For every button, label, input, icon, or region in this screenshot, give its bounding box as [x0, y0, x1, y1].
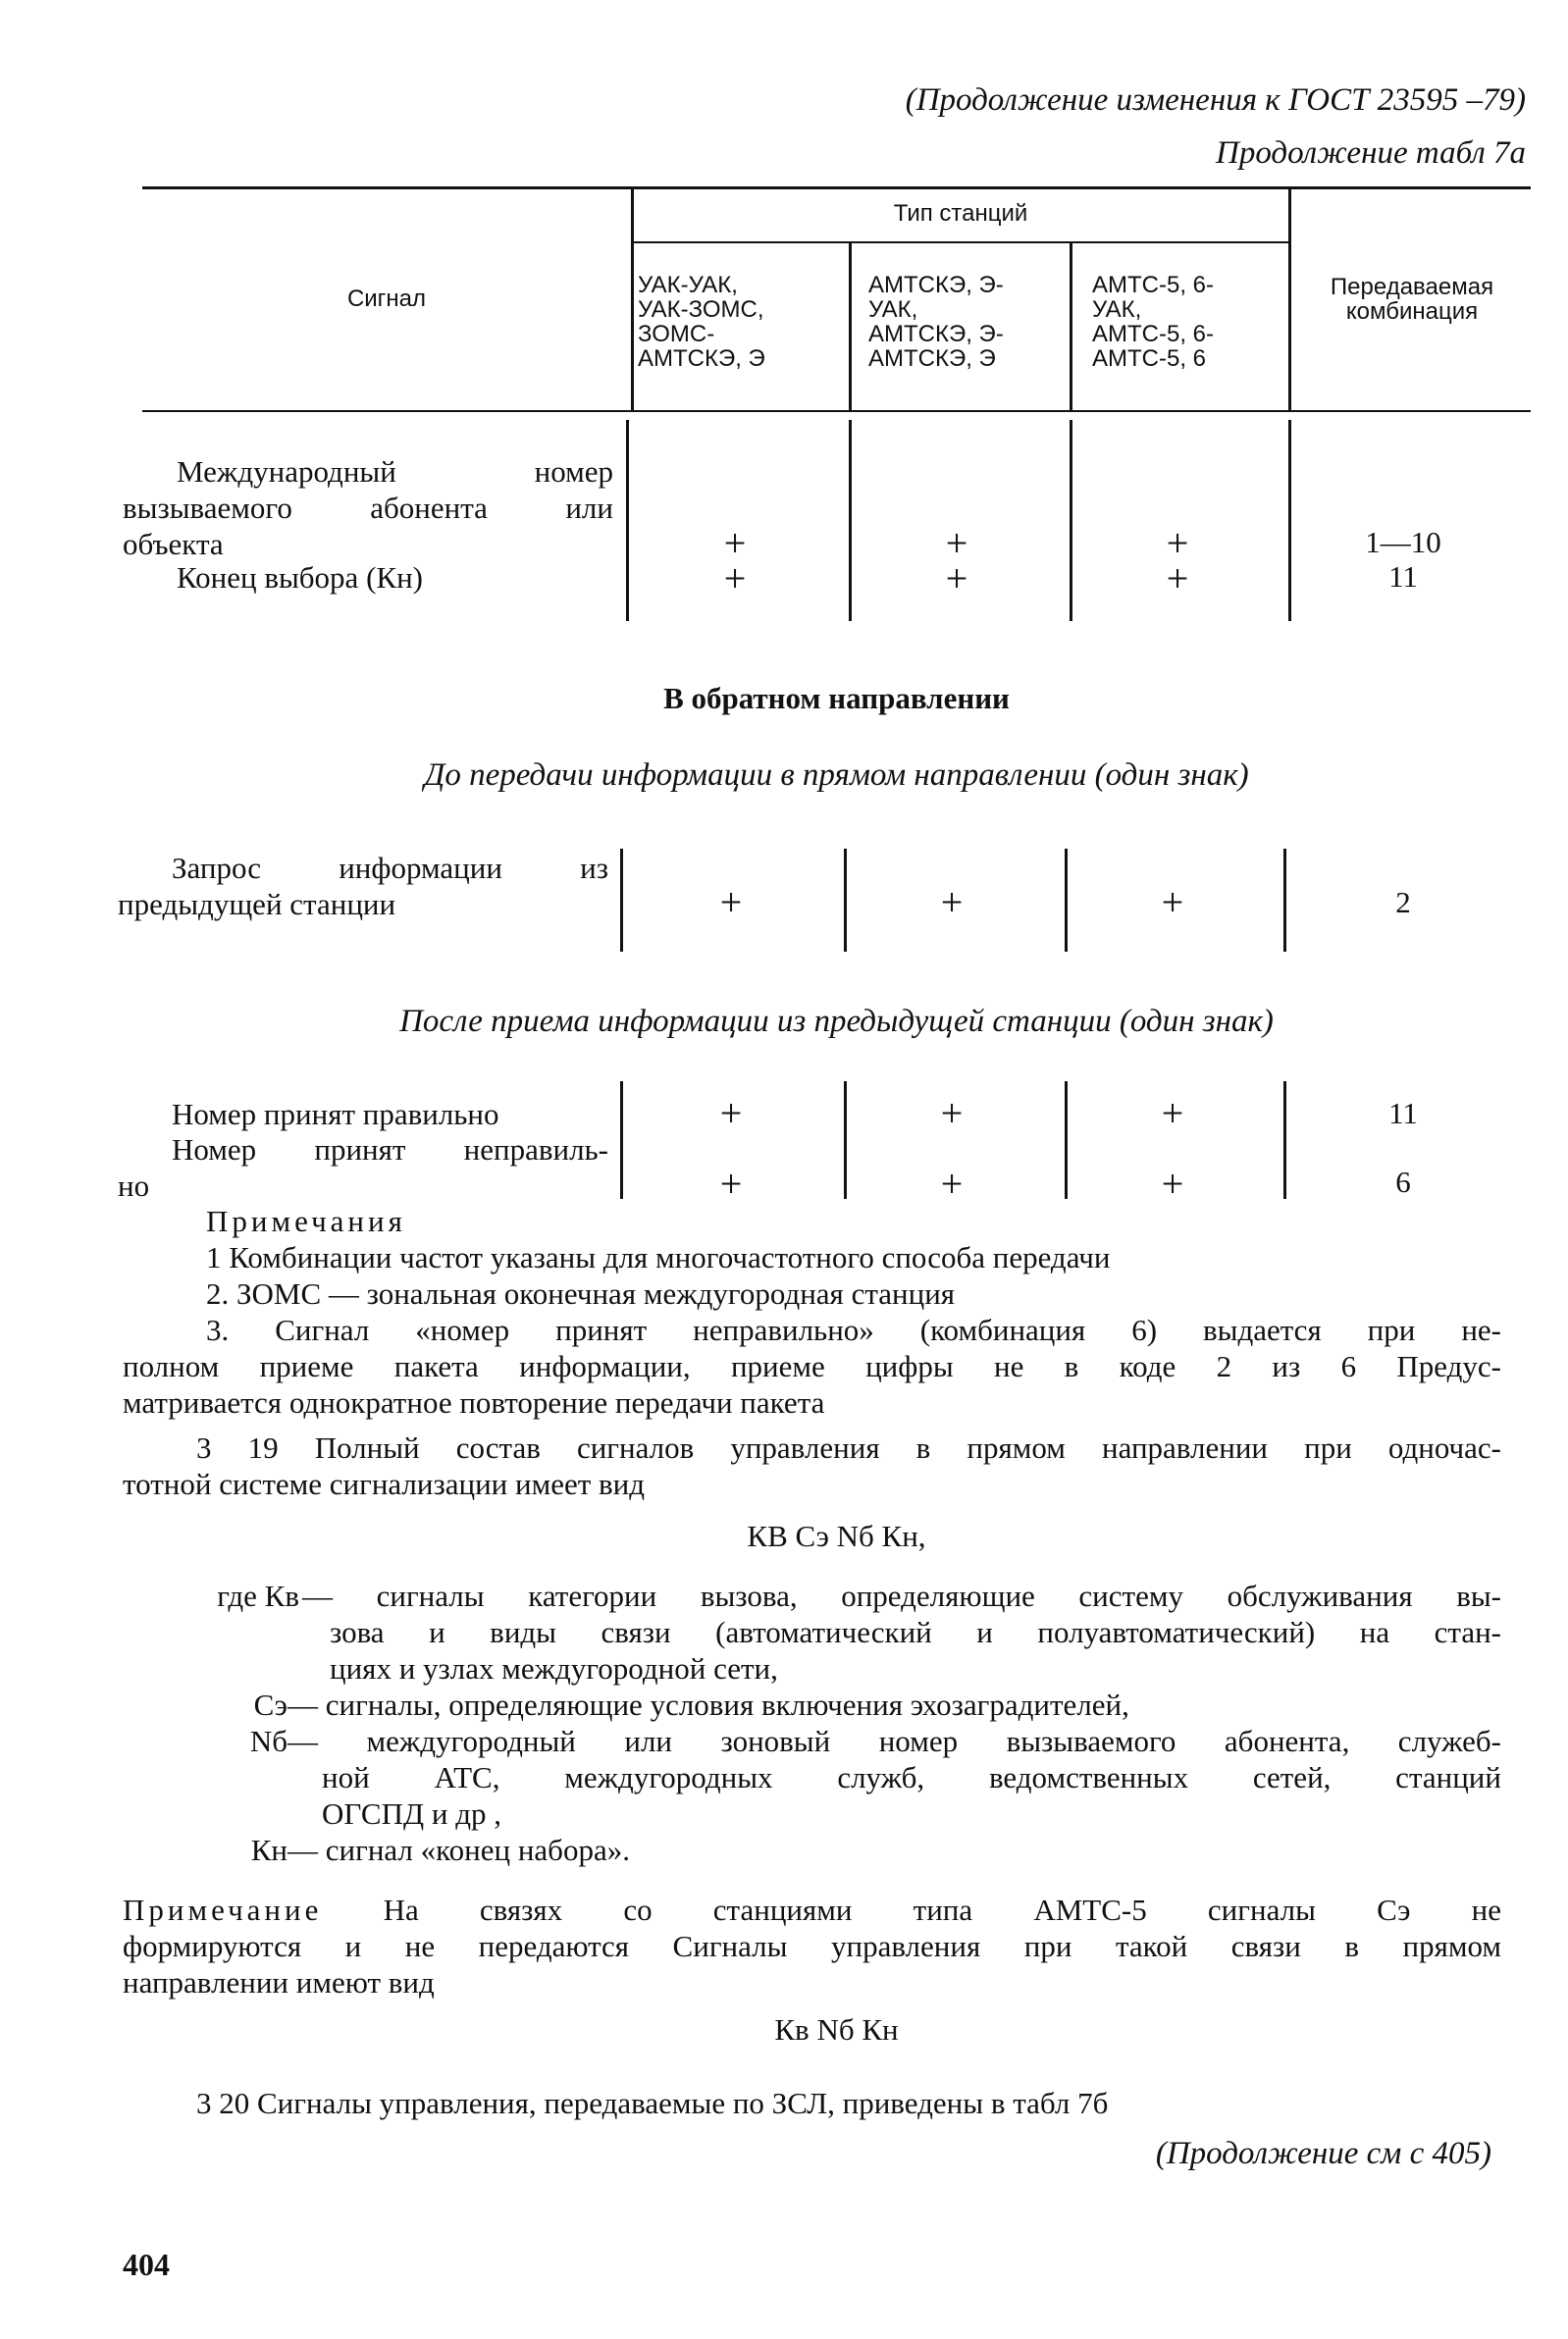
table-vline	[1288, 188, 1291, 410]
page-number: 404	[123, 2247, 170, 2282]
row-ok-mark-2: +	[940, 1091, 964, 1135]
row-bad-label: Номер принят неправиль- но	[118, 1132, 608, 1203]
col-4-header: Передаваемая комбинация	[1330, 274, 1494, 325]
col-group-header: Тип станций	[893, 200, 1028, 227]
table-vline	[1288, 420, 1291, 621]
row-request-mark-3: +	[1161, 880, 1184, 924]
table-vline	[1065, 1081, 1068, 1199]
reverse-subheading-1: До передачи информации в прямом направлении (один знак)	[424, 757, 1249, 793]
row-bad-mark-1: +	[719, 1162, 743, 1206]
col-2-header: АМТСКЭ, Э- УАК, АМТСКЭ, Э- АМТСКЭ, Э	[868, 272, 1004, 372]
row-end-mark-3: +	[1166, 556, 1189, 600]
table-vline	[849, 420, 852, 621]
row-ok-mark-3: +	[1161, 1091, 1184, 1135]
note-amts-title: Примечание	[123, 1893, 323, 1927]
table-vline	[849, 243, 852, 410]
note-amts: Примечание На связях со станциями типа АМТС-5 сигналы Сэ не формируются и не передаются Сигналы управления при такой связи в прямом направлении имеют вид	[123, 1893, 1501, 2000]
footer-continuation: (Продолжение см с 405)	[1155, 2136, 1491, 2171]
table-vline	[620, 849, 623, 952]
table-vline	[844, 849, 847, 952]
reverse-heading: В обратном направлении	[663, 681, 1010, 715]
row-request-mark-2: +	[940, 880, 964, 924]
note-3: 3. Сигнал «номер принят неправильно» (комбинация 6) выдается при не- полном приеме пакета информации, приеме цифры не в коде 2 из 6 Предус- матривается однократное повторение передачи пакета	[123, 1313, 1501, 1420]
row-end-mark-1: +	[723, 556, 747, 600]
col-3-header: АМТС-5, 6- УАК, АМТС-5, 6- АМТС-5, 6	[1092, 272, 1215, 372]
row-request-label: Запрос информации из предыдущей станции	[118, 851, 608, 921]
def-term-kn: Кн	[250, 1833, 287, 1867]
row-request-combo: 2	[1395, 885, 1411, 919]
def-term-nb: Nб	[249, 1724, 287, 1758]
def-term-se: Сэ	[253, 1688, 287, 1722]
reverse-subheading-2: После приема информации из предыдущей станции (один знак)	[399, 1004, 1274, 1039]
table-vline	[1283, 849, 1286, 952]
continuation-note: (Продолжение изменения к ГОСТ 23595 –79)	[905, 82, 1526, 118]
table-continuation: Продолжение табл 7а	[1216, 135, 1526, 171]
note-2: 2. ЗОМС — зональная оконечная междугородная станция	[206, 1276, 956, 1311]
row-intl-mark-1: +	[723, 521, 747, 565]
row-intl-number-label: Международный номер вызываемого абонента или объекта	[123, 454, 613, 561]
formula-1: КВ Сэ Nб Кн,	[747, 1519, 926, 1553]
table-vline	[1070, 243, 1072, 410]
table-vline	[1070, 420, 1072, 621]
row-bad-mark-2: +	[940, 1162, 964, 1206]
row-intl-combo: 1—10	[1365, 525, 1441, 559]
table-vline	[1065, 849, 1068, 952]
header-bottom-rule	[142, 410, 1531, 412]
def-nb: — междугородный или зоновый номер вызываемого абонента, служеб- ной АТС, междугородных служб, ведомственных сетей, станций ОГСПД и др ,	[287, 1724, 1501, 1831]
row-bad-combo: 6	[1395, 1165, 1411, 1199]
section-320: 3 20 Сигналы управления, передаваемые по ЗСЛ, приведены в табл 7б	[196, 2086, 1109, 2120]
table-vline	[620, 1081, 623, 1199]
def-kn: — сигнал «конец набора».	[287, 1833, 630, 1867]
col-1-header: УАК-УАК, УАК-ЗОМС, ЗОМС- АМТСКЭ, Э	[638, 272, 765, 372]
table-vline	[844, 1081, 847, 1199]
def-term-kv: где Кв	[217, 1579, 299, 1613]
note-1: 1 Комбинации частот указаны для многочастотного способа передачи	[206, 1240, 1111, 1274]
row-ok-label: Номер принят правильно	[172, 1097, 499, 1131]
row-end-combo: 11	[1388, 559, 1418, 594]
table-top-rule	[142, 186, 1531, 189]
def-se: — сигналы, определяющие условия включения эхозаградителей,	[287, 1688, 1129, 1722]
formula-2: Кв Nб Кн	[774, 2012, 899, 2047]
section-319: 3 19 Полный состав сигналов управления в прямом направлении при одночас- тотной системе сигнализации имеет вид	[123, 1430, 1501, 1501]
def-kv: — сигналы категории вызова, определяющие систему обслуживания вы- зова и виды связи (автоматический и полуавтоматический) на стан- циях и узлах междугородной сети,	[302, 1579, 1501, 1686]
col-signal-header: Сигнал	[346, 286, 427, 312]
row-end-mark-2: +	[945, 556, 968, 600]
row-end-select-label: Конец выбора (Кн)	[177, 560, 423, 595]
row-intl-mark-2: +	[945, 521, 968, 565]
notes-title: Примечания	[206, 1204, 406, 1238]
row-ok-combo: 11	[1388, 1096, 1418, 1130]
row-ok-mark-1: +	[719, 1091, 743, 1135]
row-bad-mark-3: +	[1161, 1162, 1184, 1206]
row-request-mark-1: +	[719, 880, 743, 924]
table-vline	[1283, 1081, 1286, 1199]
group-rule	[633, 241, 1290, 243]
row-intl-mark-3: +	[1166, 521, 1189, 565]
